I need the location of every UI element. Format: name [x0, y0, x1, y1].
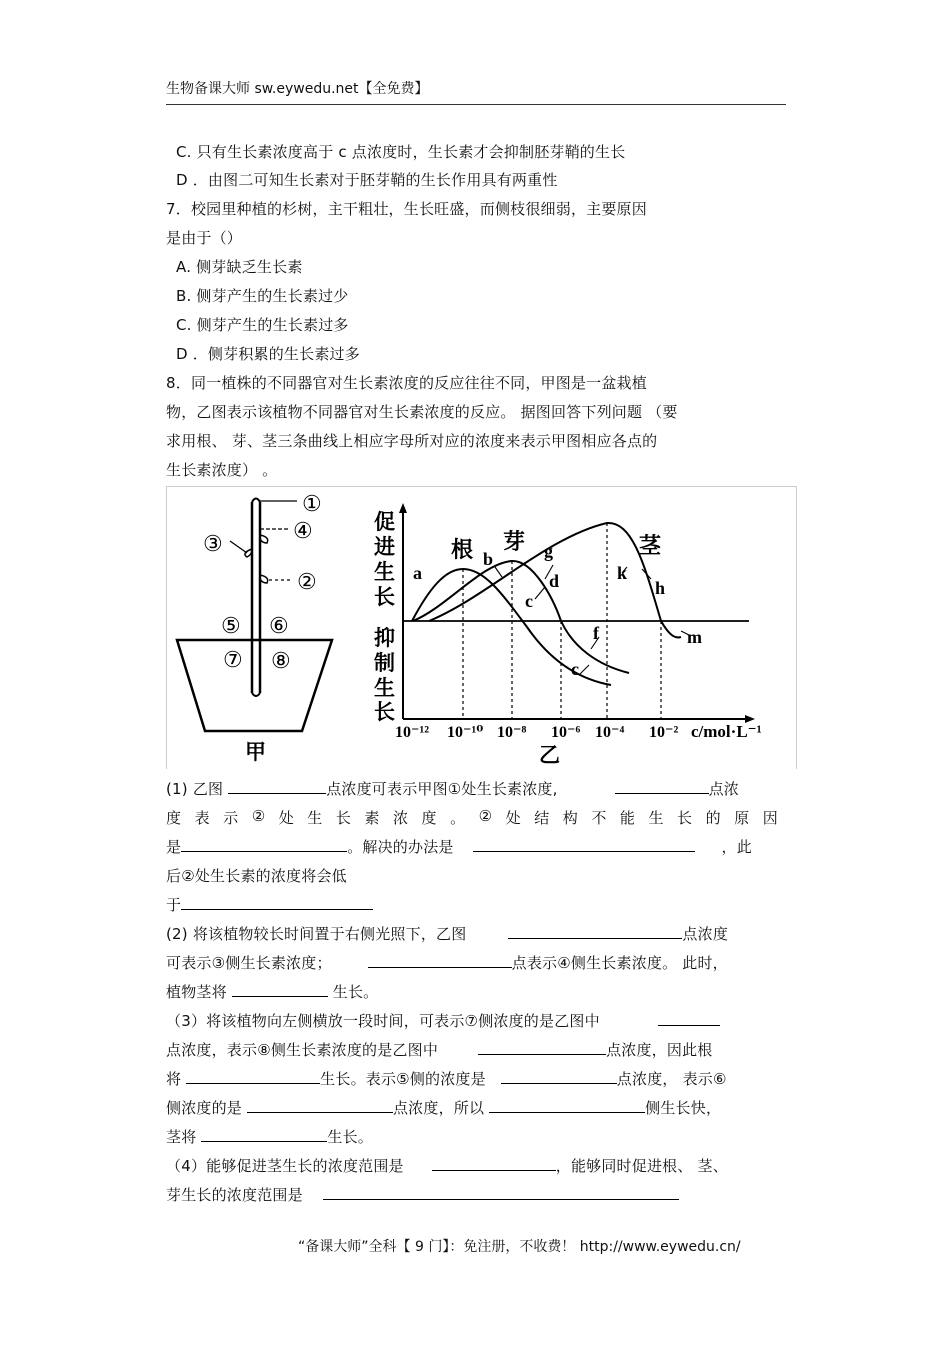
option-c-q6: C. 只有生长素浓度高于 c 点浓度时，生长素才会抑制胚芽鞘的生长	[176, 143, 626, 161]
svg-text:10⁻²: 10⁻²	[649, 724, 679, 741]
q3-line-2: 点浓度，表示⑧侧生长素浓度的是乙图中 点浓度，因此根	[166, 1041, 713, 1059]
q3-blank-4[interactable]	[501, 1069, 617, 1084]
q3-blank-5[interactable]	[247, 1098, 393, 1113]
q3-blank-3[interactable]	[186, 1069, 320, 1084]
marker-6: ⑥	[269, 613, 289, 638]
svg-text:10⁻¹²: 10⁻¹²	[395, 724, 430, 741]
svg-text:进: 进	[374, 535, 395, 559]
svg-text:制: 制	[374, 651, 395, 675]
svg-text:抑: 抑	[374, 626, 395, 650]
svg-text:10⁻⁶: 10⁻⁶	[551, 724, 581, 741]
q2-line-1: (2) 将该植物较长时间置于右侧光照下，乙图 点浓度	[166, 925, 729, 943]
q2-blank-2[interactable]	[368, 953, 512, 968]
q3-line-4: 侧浓度的是 点浓度，所以 侧生长快，	[166, 1099, 722, 1117]
q2-blank-3[interactable]	[232, 982, 328, 997]
header-rule	[166, 104, 786, 105]
q1-line-2: 度 表 示 ② 处 生 长 素 浓 度 。 ② 处 结 构 不 能 生 长 的 原 因	[166, 807, 778, 827]
q1-blank-4[interactable]	[473, 837, 695, 852]
plant-stem	[252, 502, 260, 693]
marker-8: ⑧	[271, 648, 291, 673]
option-a-q7: A. 侧芽缺乏生长素	[176, 258, 303, 276]
option-d-q6: D ．由图二可知生长素对于胚芽鞘的生长作用具有两重性	[176, 171, 558, 189]
point-b: b	[483, 549, 494, 569]
label-stem: 茎	[639, 534, 662, 559]
q1-blank-3[interactable]	[181, 837, 347, 852]
q4-line-1: （4）能够促进茎生长的浓度范围是 ，能够同时促进根、 茎、	[166, 1157, 728, 1175]
q2-line-3: 植物茎将 生长。	[166, 983, 379, 1001]
point-a: a	[413, 563, 422, 583]
caption-yi: 乙	[539, 743, 560, 767]
page-header: 生物备课大师 sw.eywedu.net【全免费】	[166, 81, 429, 97]
marker-1: ①	[302, 491, 322, 516]
figure-panel	[166, 486, 797, 769]
q1-blank-2[interactable]	[615, 779, 709, 794]
point-k: k	[617, 563, 628, 583]
q1-line-1: (1) 乙图 点浓度可表示甲图①处生长素浓度, 点浓	[166, 780, 739, 798]
q3-blank-2[interactable]	[478, 1040, 606, 1055]
q1-blank-5[interactable]	[181, 895, 373, 910]
point-h: h	[655, 578, 666, 598]
q3-line-5: 茎将 生长。	[166, 1128, 373, 1146]
q3-blank-7[interactable]	[201, 1127, 327, 1142]
q4-blank-2[interactable]	[323, 1185, 679, 1200]
svg-text:长: 长	[374, 585, 395, 609]
label-root: 根	[451, 538, 474, 563]
stem-tip	[252, 499, 260, 503]
q1-line-5: 于	[166, 894, 373, 915]
option-c-q7: C. 侧芽产生的生长素过多	[176, 316, 349, 334]
q4-blank-1[interactable]	[432, 1156, 556, 1171]
q3-line-3: 将 生长。表示⑤侧的浓度是 点浓度， 表示⑥	[166, 1070, 727, 1088]
marker-5: ⑤	[221, 613, 241, 638]
q2-blank-1[interactable]	[508, 924, 682, 939]
q3-blank-1[interactable]	[658, 1011, 720, 1026]
question-8-line-3: 求用根、 芽、茎三条曲线上相应字母所对应的浓度来表示甲图相应各点的	[166, 432, 658, 450]
label-bud: 芽	[503, 530, 526, 555]
point-m: m	[687, 627, 702, 647]
point-c-lower: c	[571, 659, 579, 679]
svg-text:生: 生	[374, 560, 395, 584]
plant-diagram	[177, 491, 332, 764]
svg-text:生: 生	[374, 676, 395, 700]
q1-line-3: 是 。解决的办法是 ，此	[166, 838, 752, 856]
point-d: d	[549, 571, 560, 591]
marker-7: ⑦	[223, 647, 243, 672]
svg-text:10⁻⁸: 10⁻⁸	[497, 724, 527, 741]
bud-curve	[413, 561, 629, 673]
x-unit: c/mol·L⁻¹	[691, 722, 762, 741]
q4-line-2: 芽生长的浓度范围是	[166, 1184, 679, 1205]
q3-blank-6[interactable]	[489, 1098, 645, 1113]
point-g: g	[544, 541, 553, 561]
figure-svg	[167, 487, 796, 769]
q1-blank-1[interactable]	[228, 779, 326, 794]
point-f: f	[593, 623, 599, 643]
svg-text:长: 长	[374, 700, 395, 724]
option-b-q7: B. 侧芽产生的生长素过少	[176, 287, 349, 305]
option-d-q7: D ．侧芽积累的生长素过多	[176, 345, 360, 363]
q1-line-4: 后②处生长素的浓度将会低	[166, 867, 347, 885]
svg-text:促: 促	[374, 510, 395, 534]
question-8-line-4: 生长素浓度） 。	[166, 461, 278, 479]
flower-pot	[177, 640, 332, 731]
marker-4: ④	[293, 518, 313, 543]
svg-text:10⁻¹⁰: 10⁻¹⁰	[447, 724, 484, 741]
caption-jia: 甲	[245, 740, 266, 764]
point-c-upper: c	[525, 591, 533, 611]
svg-text:10⁻⁴: 10⁻⁴	[595, 724, 625, 741]
marker-3: ③	[203, 531, 223, 556]
question-7-line-1: 7．校园里种植的杉树，主干粗壮，生长旺盛，而侧枝很细弱，主要原因	[166, 200, 647, 218]
question-8-line-1: 8．同一植株的不同器官对生长素浓度的反应往往不同，甲图是一盆栽植	[166, 374, 647, 392]
page-footer: “备课大师”全科【 9 门】：免注册，不收费！ http://www.eywedu.cn/	[298, 1239, 741, 1255]
response-graph	[374, 503, 762, 767]
q2-line-2: 可表示③侧生长素浓度； 点表示④侧生长素浓度。 此时，	[166, 954, 728, 972]
y-label-promote	[374, 510, 395, 609]
y-label-inhibit	[374, 626, 395, 724]
question-8-line-2: 物，乙图表示该植物不同器官对生长素浓度的反应。 据图回答下列问题 （要	[166, 403, 678, 421]
question-7-line-2: 是由于（）	[166, 229, 243, 247]
marker-2: ②	[297, 569, 317, 594]
x-tick-labels	[395, 724, 678, 741]
q3-line-1: （3）将该植物向左侧横放一段时间，可表示⑦侧浓度的是乙图中	[166, 1010, 720, 1031]
